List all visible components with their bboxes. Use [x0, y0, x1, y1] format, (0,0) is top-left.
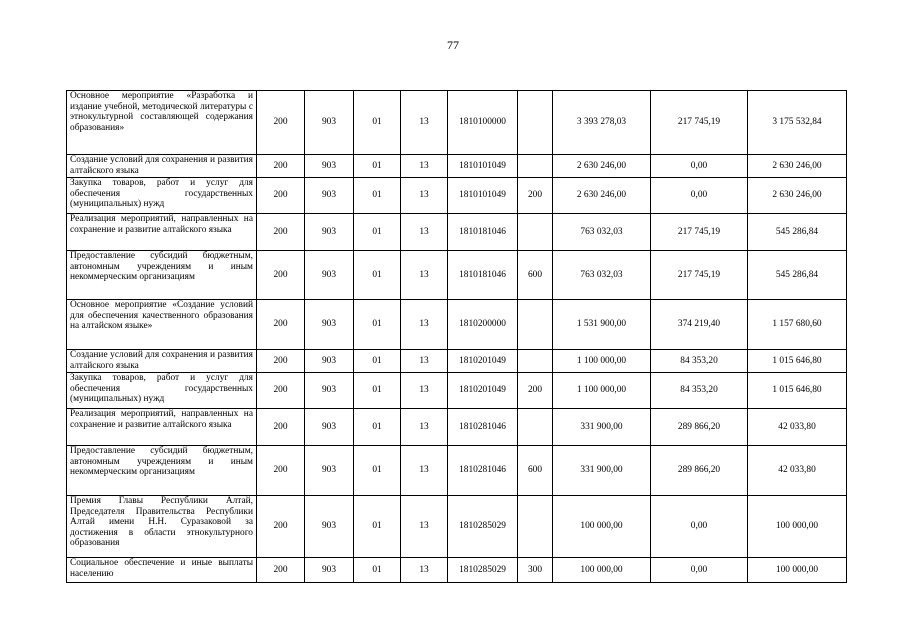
section-code: 01	[354, 373, 401, 409]
target-code: 1810181046	[448, 251, 518, 300]
subsection-code: 13	[401, 496, 448, 558]
subsection-code: 13	[401, 373, 448, 409]
row-name: Предоставление субсидий бюджетным, автономным учреждениям и иным некоммерческим организациям	[67, 251, 257, 300]
subsection-code: 13	[401, 155, 448, 178]
target-code: 1810101049	[448, 178, 518, 214]
ministry-code: 903	[305, 409, 354, 446]
remainder-amount: 2 630 246,00	[748, 178, 847, 214]
remainder-amount: 2 630 246,00	[748, 155, 847, 178]
subsection-code: 13	[401, 214, 448, 251]
row-name: Премия Главы Республики Алтай, Председателя Правительства Республики Алтай имени Н.Н. Суразаковой за достижения в области этнокультурного образования	[67, 496, 257, 558]
row-name: Основное мероприятие «Разработка и издание учебной, методической литературы с этнокультурной составляющей содержания образования»	[67, 91, 257, 155]
table-row	[67, 91, 847, 155]
budget-table-body	[67, 91, 847, 583]
admin-code: 200	[257, 409, 305, 446]
expense-type-code	[518, 496, 553, 558]
row-name: Создание условий для сохранения и развития алтайского языка	[67, 350, 257, 373]
subsection-code: 13	[401, 251, 448, 300]
executed-amount: 84 353,20	[651, 350, 748, 373]
admin-code: 200	[257, 446, 305, 496]
row-name: Закупка товаров, работ и услуг для обеспечения государственных (муниципальных) нужд	[67, 178, 257, 214]
row-name: Создание условий для сохранения и развития алтайского языка	[67, 155, 257, 178]
admin-code: 200	[257, 91, 305, 155]
table-row	[67, 496, 847, 558]
ministry-code: 903	[305, 496, 354, 558]
ministry-code: 903	[305, 214, 354, 251]
section-code: 01	[354, 251, 401, 300]
expense-type-code	[518, 300, 553, 350]
row-name: Основное мероприятие «Создание условий для обеспечения качественного образования на алтайском языке»	[67, 300, 257, 350]
admin-code: 200	[257, 155, 305, 178]
total-amount: 763 032,03	[553, 251, 651, 300]
expense-type-code: 200	[518, 373, 553, 409]
executed-amount: 217 745,19	[651, 214, 748, 251]
admin-code: 200	[257, 496, 305, 558]
subsection-code: 13	[401, 350, 448, 373]
subsection-code: 13	[401, 300, 448, 350]
remainder-amount: 1 015 646,80	[748, 373, 847, 409]
executed-amount: 0,00	[651, 155, 748, 178]
target-code: 1810285029	[448, 496, 518, 558]
target-code: 1810101049	[448, 155, 518, 178]
total-amount: 100 000,00	[553, 558, 651, 583]
section-code: 01	[354, 496, 401, 558]
ministry-code: 903	[305, 178, 354, 214]
table-row	[67, 350, 847, 373]
admin-code: 200	[257, 350, 305, 373]
remainder-amount: 42 033,80	[748, 409, 847, 446]
expense-type-code: 600	[518, 446, 553, 496]
ministry-code: 903	[305, 91, 354, 155]
section-code: 01	[354, 558, 401, 583]
table-row	[67, 251, 847, 300]
executed-amount: 217 745,19	[651, 91, 748, 155]
executed-amount: 289 866,20	[651, 409, 748, 446]
table-row	[67, 214, 847, 251]
table-row	[67, 446, 847, 496]
target-code: 1810201049	[448, 373, 518, 409]
ministry-code: 903	[305, 300, 354, 350]
total-amount: 3 393 278,03	[553, 91, 651, 155]
expense-type-code: 600	[518, 251, 553, 300]
subsection-code: 13	[401, 446, 448, 496]
remainder-amount: 42 033,80	[748, 446, 847, 496]
remainder-amount: 545 286,84	[748, 214, 847, 251]
expense-type-code: 200	[518, 178, 553, 214]
expense-type-code	[518, 155, 553, 178]
executed-amount: 0,00	[651, 558, 748, 583]
target-code: 1810200000	[448, 300, 518, 350]
target-code: 1810201049	[448, 350, 518, 373]
table-row	[67, 558, 847, 583]
section-code: 01	[354, 155, 401, 178]
section-code: 01	[354, 214, 401, 251]
ministry-code: 903	[305, 251, 354, 300]
executed-amount: 84 353,20	[651, 373, 748, 409]
ministry-code: 903	[305, 558, 354, 583]
row-name: Предоставление субсидий бюджетным, автономным учреждениям и иным некоммерческим организациям	[67, 446, 257, 496]
target-code: 1810100000	[448, 91, 518, 155]
section-code: 01	[354, 350, 401, 373]
table-row	[67, 373, 847, 409]
section-code: 01	[354, 178, 401, 214]
total-amount: 2 630 246,00	[553, 155, 651, 178]
total-amount: 763 032,03	[553, 214, 651, 251]
total-amount: 2 630 246,00	[553, 178, 651, 214]
admin-code: 200	[257, 373, 305, 409]
remainder-amount: 1 015 646,80	[748, 350, 847, 373]
admin-code: 200	[257, 214, 305, 251]
total-amount: 1 531 900,00	[553, 300, 651, 350]
budget-table	[66, 90, 847, 583]
section-code: 01	[354, 409, 401, 446]
row-name: Социальное обеспечение и иные выплаты населению	[67, 558, 257, 583]
ministry-code: 903	[305, 350, 354, 373]
section-code: 01	[354, 300, 401, 350]
remainder-amount: 545 286,84	[748, 251, 847, 300]
row-name: Реализация мероприятий, направленных на сохранение и развитие алтайского языка	[67, 214, 257, 251]
target-code: 1810281046	[448, 409, 518, 446]
ministry-code: 903	[305, 373, 354, 409]
table-row	[67, 155, 847, 178]
expense-type-code	[518, 91, 553, 155]
table-row	[67, 409, 847, 446]
executed-amount: 0,00	[651, 496, 748, 558]
target-code: 1810281046	[448, 446, 518, 496]
expense-type-code	[518, 214, 553, 251]
subsection-code: 13	[401, 558, 448, 583]
remainder-amount: 100 000,00	[748, 496, 847, 558]
total-amount: 1 100 000,00	[553, 373, 651, 409]
subsection-code: 13	[401, 409, 448, 446]
total-amount: 331 900,00	[553, 409, 651, 446]
executed-amount: 0,00	[651, 178, 748, 214]
table-row	[67, 178, 847, 214]
admin-code: 200	[257, 558, 305, 583]
section-code: 01	[354, 446, 401, 496]
total-amount: 100 000,00	[553, 496, 651, 558]
total-amount: 1 100 000,00	[553, 350, 651, 373]
expense-type-code: 300	[518, 558, 553, 583]
section-code: 01	[354, 91, 401, 155]
row-name: Закупка товаров, работ и услуг для обеспечения государственных (муниципальных) нужд	[67, 373, 257, 409]
ministry-code: 903	[305, 155, 354, 178]
target-code: 1810285029	[448, 558, 518, 583]
subsection-code: 13	[401, 178, 448, 214]
remainder-amount: 100 000,00	[748, 558, 847, 583]
total-amount: 331 900,00	[553, 446, 651, 496]
row-name: Реализация мероприятий, направленных на сохранение и развитие алтайского языка	[67, 409, 257, 446]
subsection-code: 13	[401, 91, 448, 155]
expense-type-code	[518, 409, 553, 446]
executed-amount: 289 866,20	[651, 446, 748, 496]
expense-type-code	[518, 350, 553, 373]
page-number: 77	[447, 38, 459, 52]
executed-amount: 374 219,40	[651, 300, 748, 350]
target-code: 1810181046	[448, 214, 518, 251]
remainder-amount: 1 157 680,60	[748, 300, 847, 350]
remainder-amount: 3 175 532,84	[748, 91, 847, 155]
table-row	[67, 300, 847, 350]
admin-code: 200	[257, 178, 305, 214]
ministry-code: 903	[305, 446, 354, 496]
admin-code: 200	[257, 251, 305, 300]
executed-amount: 217 745,19	[651, 251, 748, 300]
admin-code: 200	[257, 300, 305, 350]
